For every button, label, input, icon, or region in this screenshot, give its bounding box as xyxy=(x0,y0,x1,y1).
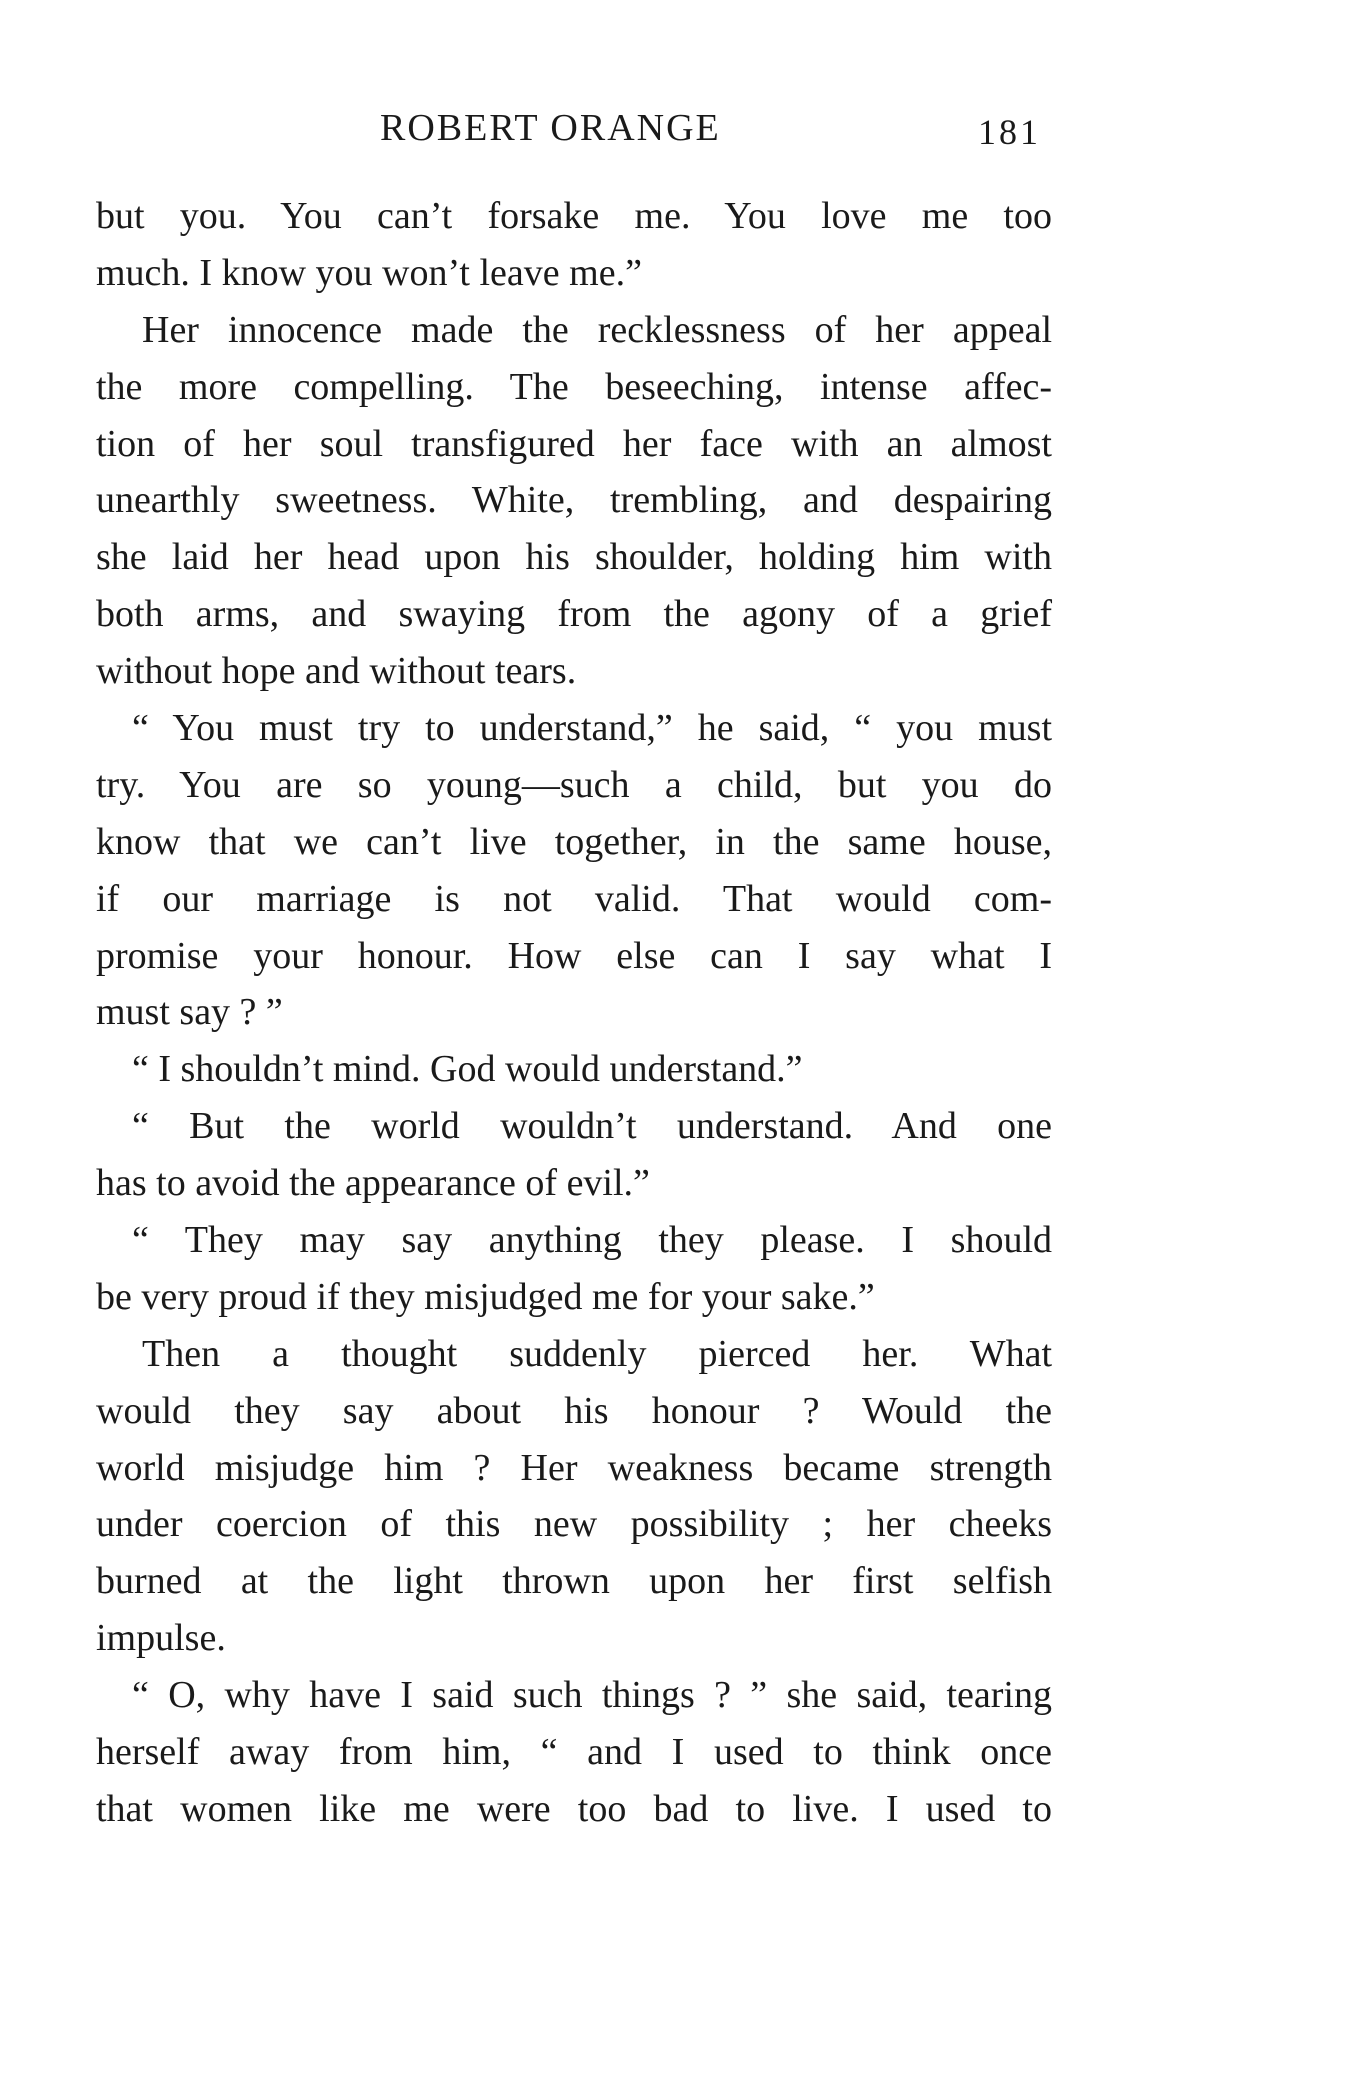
text-line: impulse. xyxy=(96,1617,226,1660)
text-line: “ They may say anything they please. I should xyxy=(132,1219,1052,1262)
text-line: “ You must try to understand,” he said, “ you must xyxy=(132,707,1052,750)
text-line: without hope and without tears. xyxy=(96,650,577,693)
text-line: must say ? ” xyxy=(96,991,283,1034)
text-line: “ O, why have I said such things ? ” she said, tearing xyxy=(132,1674,1052,1717)
text-line: be very proud if they misjudged me for your sake.” xyxy=(96,1275,875,1318)
text-line: if our marriage is not valid. That would com- xyxy=(96,877,1052,920)
text-line: Then a thought suddenly pierced her. What xyxy=(142,1332,1052,1375)
text-line: but you. You can’t forsake me. You love me too xyxy=(96,195,1052,237)
text-line: has to avoid the appearance of evil.” xyxy=(96,1162,650,1205)
text-line: under coercion of this new possibility ; her cheeks xyxy=(96,1503,1052,1546)
text-line: “ I shouldn’t mind. God would understand.” xyxy=(132,1048,803,1091)
text-line: promise your honour. How else can I say what I xyxy=(96,934,1052,977)
text-line: try. You are so young—such a child, but you do xyxy=(96,763,1052,806)
text-line: unearthly sweetness. White, trembling, and despairing xyxy=(96,479,1052,522)
running-head xyxy=(0,98,1372,158)
text-line: burned at the light thrown upon her first selfish xyxy=(96,1560,1052,1603)
text-line: tion of her soul transfigured her face with an almost xyxy=(96,422,1052,465)
text-line: both arms, and swaying from the agony of a grief xyxy=(96,593,1052,636)
running-title: ROBERT ORANGE xyxy=(380,107,721,149)
text-line: Her innocence made the recklessness of her appeal xyxy=(142,308,1052,351)
text-line: that women like me were too bad to live. I used to xyxy=(96,1787,1052,1830)
text-line: know that we can’t live together, in the same house, xyxy=(96,820,1052,863)
text-line: herself away from him, “ and I used to think once xyxy=(96,1731,1052,1774)
body-text xyxy=(96,188,1052,1838)
text-line: she laid her head upon his shoulder, holding him with xyxy=(96,536,1052,579)
text-line: would they say about his honour ? Would the xyxy=(96,1389,1052,1432)
text-line: much. I know you won’t leave me.” xyxy=(96,251,642,294)
text-line: “ But the world wouldn’t understand. And one xyxy=(132,1105,1052,1148)
text-line: the more compelling. The beseeching, intense affec- xyxy=(96,365,1052,408)
text-line: world misjudge him ? Her weakness became strength xyxy=(96,1446,1052,1489)
page-number: 181 xyxy=(978,112,1041,152)
